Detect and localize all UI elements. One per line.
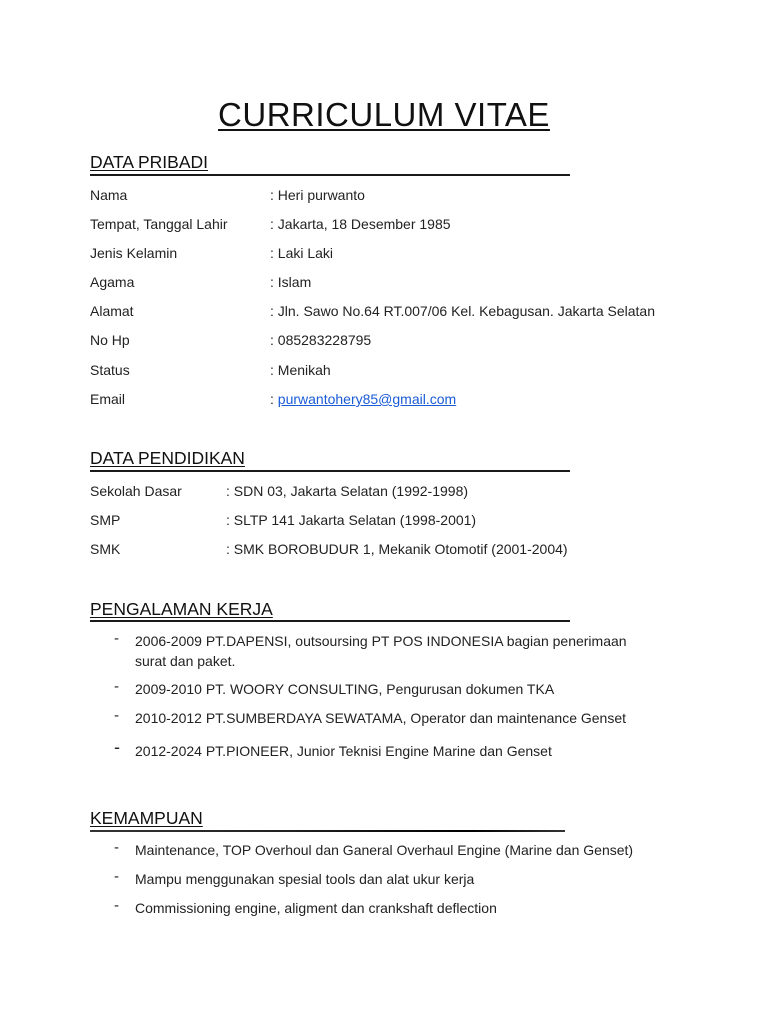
experience-text: 2010-2012 PT.SUMBERDAYA SEWATAMA, Operator dan maintenance Genset — [135, 710, 627, 726]
info-value: : Jln. Sawo No.64 RT.007/06 Kel. Kebagusan. Jakarta Selatan — [270, 303, 655, 319]
bullet-dash: - — [114, 707, 119, 724]
experience-text: 2009-2010 PT. WOORY CONSULTING, Pengurusan dokumen TKA — [135, 681, 555, 697]
info-label: Nama — [90, 187, 128, 203]
document-title: CURRICULUM VITAE — [218, 96, 550, 133]
info-label: Status — [90, 362, 130, 378]
education-label: SMK — [90, 541, 121, 557]
skill-text: Commissioning engine, aligment dan crankshaft deflection — [135, 900, 497, 916]
education-value: : SMK BOROBUDUR 1, Mekanik Otomotif (2001-2004) — [226, 541, 568, 557]
info-label: Tempat, Tanggal Lahir — [90, 216, 228, 232]
skill-text: Mampu menggunakan spesial tools dan alat ukur kerja — [135, 871, 475, 887]
education-label: Sekolah Dasar — [90, 483, 182, 499]
experience-text: 2006-2009 PT.DAPENSI, outsoursing PT POS INDONESIA bagian penerimaan surat dan paket. — [135, 633, 627, 669]
bullet-dash: - — [114, 678, 119, 695]
info-label: No Hp — [90, 332, 130, 348]
info-label: Jenis Kelamin — [90, 245, 178, 261]
info-label: Agama — [90, 274, 135, 290]
section-divider — [90, 830, 565, 832]
bullet-dash: - — [114, 868, 119, 885]
info-label: Alamat — [90, 303, 134, 319]
info-value: : Laki Laki — [270, 245, 334, 261]
section-divider — [90, 174, 570, 176]
education-value: : SDN 03, Jakarta Selatan (1992-1998) — [226, 483, 469, 499]
bullet-dash: - — [114, 630, 119, 647]
bullet-dash: - — [114, 897, 119, 914]
info-value: : Menikah — [270, 362, 331, 378]
info-value: : 085283228795 — [270, 332, 372, 348]
info-value: : Islam — [270, 274, 312, 290]
education-label: SMP — [90, 512, 121, 528]
section-heading-personal: DATA PRIBADI — [90, 152, 208, 172]
section-heading-experience: PENGALAMAN KERJA — [90, 599, 273, 619]
section-heading-education: DATA PENDIDIKAN — [90, 448, 245, 468]
info-label: Email — [90, 391, 126, 407]
experience-text: 2012-2024 PT.PIONEER, Junior Teknisi Engine Marine dan Genset — [135, 743, 552, 759]
info-value: : Jakarta, 18 Desember 1985 — [270, 216, 451, 232]
skill-text: Maintenance, TOP Overhoul dan Ganeral Overhaul Engine (Marine dan Genset) — [135, 842, 634, 858]
email-prefix: : — [270, 391, 278, 407]
section-heading-skills: KEMAMPUAN — [90, 808, 203, 828]
info-value: : Heri purwanto — [270, 187, 365, 203]
section-divider — [90, 470, 570, 472]
email-link[interactable]: purwantohery85@gmail.com — [277, 391, 457, 407]
bullet-dash: - — [114, 839, 119, 856]
education-value: : SLTP 141 Jakarta Selatan (1998-2001) — [226, 512, 477, 528]
section-divider — [90, 620, 570, 622]
info-value — [270, 390, 456, 408]
bullet-dash: - — [114, 737, 120, 757]
